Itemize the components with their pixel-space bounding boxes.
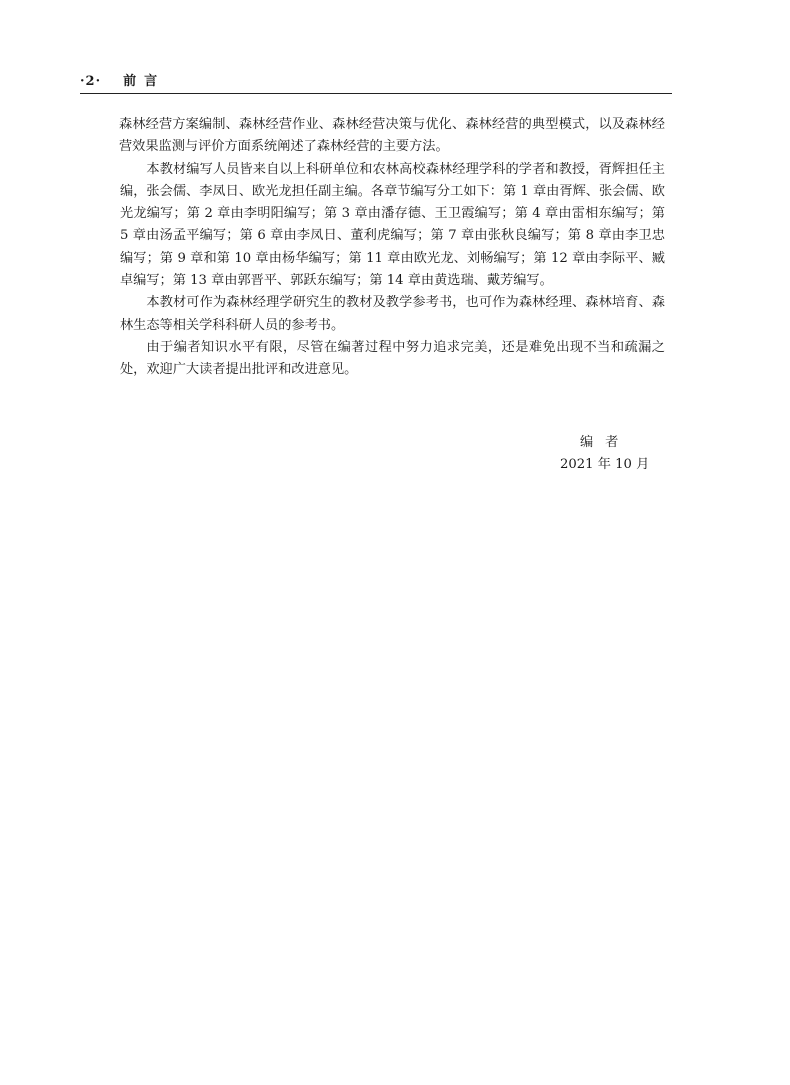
paragraph-3: 本教材可作为森林经理学研究生的教材及教学参考书，也可作为森林经理、森林培育、森林生态等相关学科科研人员的参考书。 — [120, 295, 665, 333]
signature-block — [560, 432, 650, 476]
body-text — [120, 114, 665, 382]
author-signature: 编者 — [580, 435, 631, 450]
page-number: ·2· — [80, 74, 102, 89]
signature-date: 2021 年 10 月 — [560, 457, 650, 472]
section-title: 前言 — [123, 74, 166, 89]
paragraph-4: 由于编者知识水平有限，尽管在编著过程中努力追求完美，还是难免出现不当和疏漏之处，欢迎广大读者提出批评和改进意见。 — [120, 339, 665, 378]
running-header — [80, 72, 672, 94]
paragraph-1: 森林经营方案编制、森林经营作业、森林经营决策与优化、森林经营的典型模式，以及森林经营效果监测与评价方面系统阐述了森林经营的主要方法。 — [119, 117, 665, 155]
paragraph-2: 本教材编写人员皆来自以上科研单位和农林高校森林经理学科的学者和教授，胥辉担任主编，张会儒、李凤日、欧光龙担任副主编。各章节编写分工如下：第 1 章由胥辉、张会儒、欧光龙编写；第 2 章由李明阳编写；第 3 章由潘存德、王卫霞编写；第 4 章由雷相东编写；第 5 章由汤孟平编写；第 6 章由李凤日、董利虎编写；第 7 章由张秋良编写；第 8 章由李卫忠编写；第 9 章和第 10 章由杨华编写；第 11 章由欧光龙、刘畅编写；第 12 章由李际平、臧卓编写；第 13 章由郭晋平、郭跃东编写；第 14 章由黄选瑞、戴芳编写。 — [120, 161, 665, 289]
